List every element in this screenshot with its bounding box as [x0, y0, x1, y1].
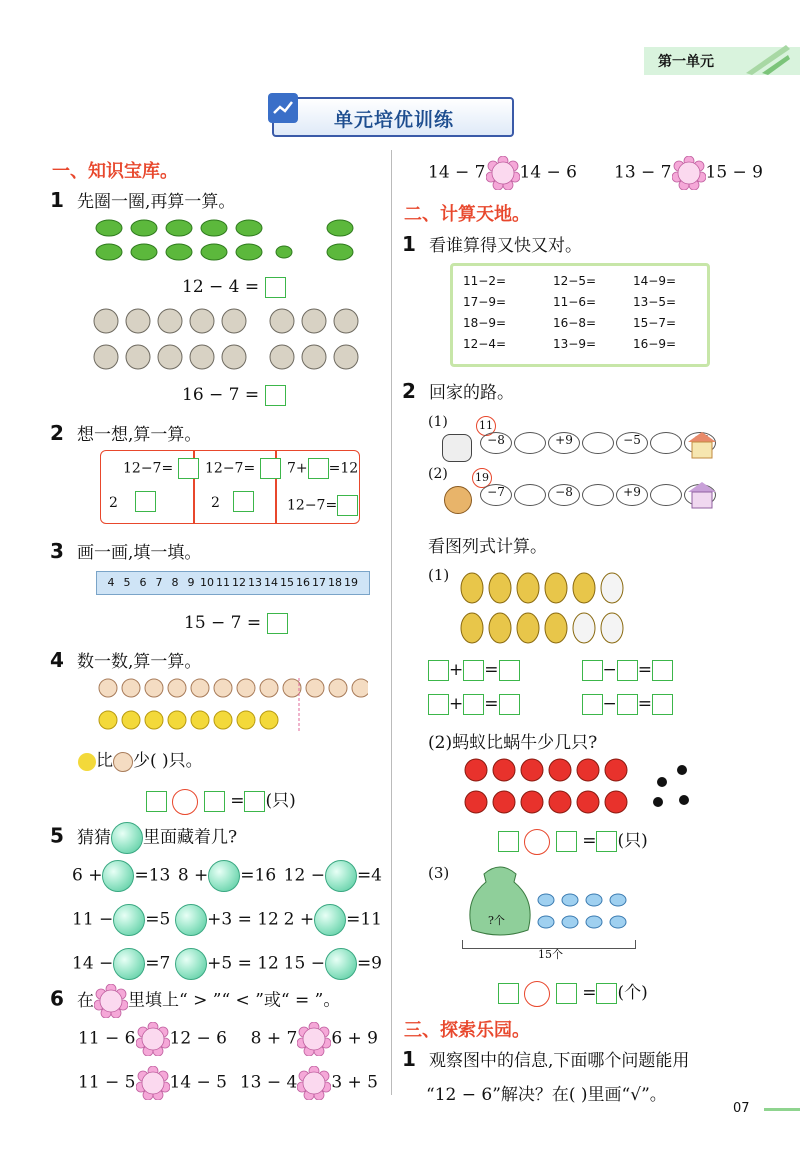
flower-answer[interactable] — [672, 156, 706, 190]
calc-grid — [450, 263, 710, 367]
bubble-eq: 14 − =7 — [72, 948, 170, 992]
bubble-eq: +3 = 12 — [175, 904, 279, 948]
cell-equation: 12−7= — [287, 497, 338, 514]
path-blank[interactable] — [582, 484, 614, 506]
question-number: 1 — [402, 232, 416, 256]
calc-item: 13−5= — [633, 295, 677, 309]
house-icon — [686, 430, 718, 460]
equation-text: 15 − 7 = — [184, 613, 262, 633]
answer-box[interactable] — [265, 277, 286, 298]
bubble-answer[interactable] — [113, 948, 145, 980]
ruler-tick-label: 7 — [155, 576, 163, 589]
cell-bottom-box — [233, 491, 254, 512]
path-blank[interactable] — [514, 484, 546, 506]
column-divider — [391, 150, 392, 1095]
flower-answer[interactable] — [297, 1022, 331, 1056]
section-heading-3: 三、探索乐园。 — [404, 1020, 530, 1041]
donkey-group-2 — [268, 305, 368, 379]
ruler-tick-label: 5 — [123, 576, 131, 589]
flower-answer[interactable] — [297, 1066, 331, 1100]
calc-item: 14−9= — [633, 274, 677, 288]
answer-box[interactable] — [146, 791, 167, 812]
compare-line — [78, 746, 203, 772]
page-number: 07 — [733, 1101, 750, 1116]
path-ops — [480, 484, 716, 506]
path-op: −8 — [548, 484, 580, 506]
turtle-group-2 — [320, 216, 364, 268]
unit-label: (只) — [265, 791, 296, 811]
equation-row — [428, 694, 673, 728]
unit-tag — [644, 47, 800, 75]
ruler-tick-label: 12 — [232, 576, 246, 589]
split-number-box — [100, 450, 360, 524]
cell-bottom-number: 2 — [109, 495, 118, 511]
start-number: 11 — [476, 416, 496, 436]
bubble-answer[interactable] — [208, 860, 240, 892]
path-op: +9 — [616, 484, 648, 506]
question-text: 想一想,算一算。 — [77, 425, 202, 445]
snail-group — [462, 756, 702, 822]
question-4 — [50, 647, 201, 672]
ruler-tick-label: 15 — [280, 576, 294, 589]
answer-box[interactable] — [204, 791, 225, 812]
question-text: 猜猜 — [77, 827, 112, 848]
path-ops — [480, 432, 716, 454]
flower-answer[interactable] — [136, 1022, 170, 1056]
ruler-tick-label: 14 — [264, 576, 278, 589]
compare-equations — [78, 1022, 378, 1110]
question-text-line2: “12 − 6”解决？在( )里画“√”。 — [426, 1085, 667, 1105]
pencil-icon — [742, 41, 792, 75]
page-bar — [764, 1108, 800, 1111]
compare-row — [78, 1066, 378, 1110]
path-label: (1) — [428, 414, 448, 430]
right-question-3 — [402, 1046, 689, 1071]
answer-box[interactable] — [556, 983, 577, 1004]
question-number: 2 — [402, 379, 416, 403]
question-2 — [50, 420, 201, 445]
compare-text: 少( )只。 — [133, 751, 203, 771]
calc-item: 11−2= — [463, 274, 507, 288]
bubble-answer[interactable] — [314, 904, 346, 936]
bubble-eq: 11 − =5 — [72, 904, 170, 948]
question-text: 里面藏着几? — [143, 827, 238, 848]
compare-eq: 13 − 4 3 + 5 — [240, 1066, 378, 1110]
bag-total: 15个 — [538, 948, 563, 961]
question-number: 5 — [50, 823, 64, 848]
cell-equation: 12−7= — [205, 460, 256, 477]
cell-bottom-number: 2 — [211, 495, 220, 511]
part-3-label: (3) — [428, 864, 450, 882]
compare-eq: 13 − 7 15 − 9 — [614, 156, 763, 190]
ruler-tick-label: 8 — [171, 576, 179, 589]
bird-rows — [98, 676, 368, 736]
answer-box[interactable] — [652, 660, 673, 681]
path-op: −8 — [480, 432, 512, 454]
ruler-tick-label: 9 — [187, 576, 195, 589]
unit-tag-label: 第一单元 — [658, 54, 714, 70]
flower-icon — [94, 984, 128, 1018]
answer-box[interactable] — [582, 660, 603, 681]
answer-box[interactable] — [498, 831, 519, 852]
path-2 — [428, 466, 728, 516]
split-cell-2 — [205, 458, 281, 479]
calc-item: 16−8= — [553, 316, 597, 330]
answer-box[interactable] — [498, 983, 519, 1004]
ruler-tick-label: 19 — [344, 576, 358, 589]
answer-box[interactable] — [178, 458, 199, 479]
snail-equation — [498, 826, 648, 855]
eq-sub: − = — [582, 660, 674, 694]
answer-box[interactable] — [463, 694, 484, 715]
pineapple-equations — [428, 660, 673, 728]
dog-icon — [442, 434, 472, 462]
answer-box[interactable] — [617, 694, 638, 715]
question-number: 4 — [50, 648, 64, 672]
bubble-icon — [111, 822, 143, 854]
ruler-tick-label: 17 — [312, 576, 326, 589]
compare-text: 比 — [96, 751, 113, 771]
answer-box[interactable] — [652, 694, 673, 715]
compare-eq: 11 − 6 12 − 6 — [78, 1022, 227, 1066]
right-question-1 — [402, 231, 582, 256]
equals-sign: = — [582, 831, 597, 851]
equation-text: 12 − 4 = — [182, 277, 260, 297]
part-1-label: (1) — [428, 566, 450, 584]
question-6 — [50, 984, 340, 1018]
equation-row — [428, 660, 673, 694]
path-label: (2) — [428, 466, 448, 482]
path-1 — [428, 414, 728, 464]
bubble-eq: 2 + =11 — [284, 904, 382, 948]
compare-eq: 11 − 5 14 − 5 — [78, 1066, 227, 1110]
bubble-answer[interactable] — [325, 948, 357, 980]
path-blank[interactable] — [650, 484, 682, 506]
right-question-2 — [402, 378, 514, 403]
answer-box[interactable] — [308, 458, 329, 479]
bubble-eq: 8 + =16 — [178, 860, 276, 904]
answer-box[interactable] — [428, 694, 449, 715]
question-text: 里填上“ > ”“ < ”或“ = ”。 — [128, 990, 341, 1011]
pineapple-group — [460, 562, 630, 650]
path-op: −5 — [616, 432, 648, 454]
equation-3 — [184, 613, 288, 634]
eq-sub: − = — [582, 694, 674, 728]
bird-icon — [113, 752, 133, 772]
calc-item: 16−9= — [633, 337, 677, 351]
equation-1 — [182, 277, 286, 298]
question-text: 回家的路。 — [429, 383, 515, 403]
answer-box[interactable] — [428, 660, 449, 681]
question-text: 数一数,算一算。 — [77, 652, 202, 672]
answer-box[interactable] — [260, 458, 281, 479]
bubble-equations — [72, 860, 382, 992]
monkey-icon — [444, 486, 472, 514]
cell-equation: 12−7= — [123, 460, 174, 477]
bubble-row — [72, 904, 382, 948]
bubble-answer[interactable] — [102, 860, 134, 892]
answer-box[interactable] — [267, 613, 288, 634]
section-heading-2: 二、计算天地。 — [404, 204, 530, 225]
eq-add: + = — [428, 660, 520, 694]
answer-box[interactable] — [499, 694, 520, 715]
donkey-group-1 — [92, 305, 254, 379]
answer-box[interactable] — [265, 385, 286, 406]
split-cell-3 — [287, 458, 358, 479]
calc-item: 12−4= — [463, 337, 507, 351]
bubble-answer[interactable] — [325, 860, 357, 892]
answer-box[interactable] — [596, 831, 617, 852]
operator-circle[interactable] — [172, 789, 198, 815]
equals-sign: = — [582, 983, 597, 1003]
bag-equation — [498, 978, 648, 1007]
bag-label: ?个 — [488, 914, 505, 927]
cell-bottom-box — [135, 491, 156, 512]
bubble-answer[interactable] — [175, 904, 207, 936]
bubble-eq: 12 − =4 — [284, 860, 382, 904]
question-5 — [50, 822, 237, 854]
number-ruler — [96, 571, 370, 595]
ruler-tick-label: 13 — [248, 576, 262, 589]
question-number: 3 — [50, 539, 64, 563]
calc-item: 12−5= — [553, 274, 597, 288]
path-blank[interactable] — [650, 432, 682, 454]
question-text: 画一画,填一填。 — [77, 543, 202, 563]
chart-icon — [268, 93, 298, 123]
answer-box[interactable] — [337, 495, 358, 516]
ruler-tick-label: 4 — [107, 576, 115, 589]
path-blank[interactable] — [582, 432, 614, 454]
question-text: 先圈一圈,再算一算。 — [77, 192, 236, 212]
question-number: 6 — [50, 986, 64, 1011]
answer-box[interactable] — [135, 491, 156, 512]
answer-box[interactable] — [233, 491, 254, 512]
bubble-eq: 15 − =9 — [284, 948, 382, 992]
flower-answer[interactable] — [486, 156, 520, 190]
equals-sign: = — [230, 791, 245, 811]
ruler-tick-label: 10 — [200, 576, 214, 589]
equation-4 — [146, 786, 296, 815]
ruler-tick-label: 11 — [216, 576, 230, 589]
ruler-tick-label: 6 — [139, 576, 147, 589]
operator-circle[interactable] — [524, 829, 550, 855]
turtle-group-1 — [94, 216, 294, 268]
question-text: 在 — [77, 990, 95, 1011]
start-number: 19 — [472, 468, 492, 488]
compare-row — [78, 1022, 378, 1066]
question-number: 1 — [50, 188, 64, 212]
calc-item: 18−9= — [463, 316, 507, 330]
unit-label: (只) — [617, 831, 648, 851]
candy-group — [536, 890, 642, 938]
answer-box[interactable] — [244, 791, 265, 812]
equation-2 — [182, 385, 286, 406]
question-3 — [50, 538, 201, 563]
question-number: 2 — [50, 421, 64, 445]
calc-item: 11−6= — [553, 295, 597, 309]
bubble-answer[interactable] — [113, 904, 145, 936]
calc-item: 13−9= — [553, 337, 597, 351]
compare-eq: 14 − 7 14 − 6 — [428, 156, 577, 190]
house-icon — [686, 480, 718, 510]
question-number: 1 — [402, 1047, 416, 1071]
path-blank[interactable] — [514, 432, 546, 454]
banner-title: 单元培优训练 — [334, 109, 455, 131]
ruler-tick-label: 16 — [296, 576, 310, 589]
calc-item: 15−7= — [633, 316, 677, 330]
path-op: +9 — [548, 432, 580, 454]
bubble-eq: 6 + =13 — [72, 860, 170, 904]
subtitle: 看图列式计算。 — [428, 537, 547, 557]
answer-box[interactable] — [463, 660, 484, 681]
question-text: 看谁算得又快又对。 — [429, 236, 583, 256]
operator-circle[interactable] — [524, 981, 550, 1007]
ruler-tick-label: 18 — [328, 576, 342, 589]
answer-box[interactable] — [582, 694, 603, 715]
answer-box[interactable] — [556, 831, 577, 852]
cell-equation: =12 — [328, 460, 359, 477]
equation-text: 16 − 7 = — [182, 385, 260, 405]
section-heading-1: 一、知识宝库。 — [52, 161, 178, 182]
split-cell-1 — [123, 458, 199, 479]
split-cell-3-bottom — [287, 495, 358, 516]
bubble-eq: +5 = 12 — [175, 948, 279, 992]
answer-box[interactable] — [596, 983, 617, 1004]
eq-add: + = — [428, 694, 520, 728]
answer-box[interactable] — [499, 660, 520, 681]
bag-icon — [464, 860, 536, 938]
compare-eq: 8 + 7 6 + 9 — [251, 1022, 378, 1066]
question-1 — [50, 187, 235, 212]
page-banner — [272, 97, 514, 137]
unit-label: (个) — [617, 983, 648, 1003]
right-top-compare — [428, 156, 763, 190]
path-op: −7 — [480, 484, 512, 506]
calc-item: 17−9= — [463, 295, 507, 309]
chick-icon — [78, 753, 96, 771]
answer-box[interactable] — [617, 660, 638, 681]
part-2-label: (2)蚂蚁比蜗牛少几只? — [428, 733, 598, 753]
question-text: 观察图中的信息,下面哪个问题能用 — [429, 1051, 690, 1071]
cell-equation: 7+ — [287, 460, 308, 477]
bubble-row — [72, 860, 382, 904]
bubble-answer[interactable] — [175, 948, 207, 980]
flower-answer[interactable] — [136, 1066, 170, 1100]
